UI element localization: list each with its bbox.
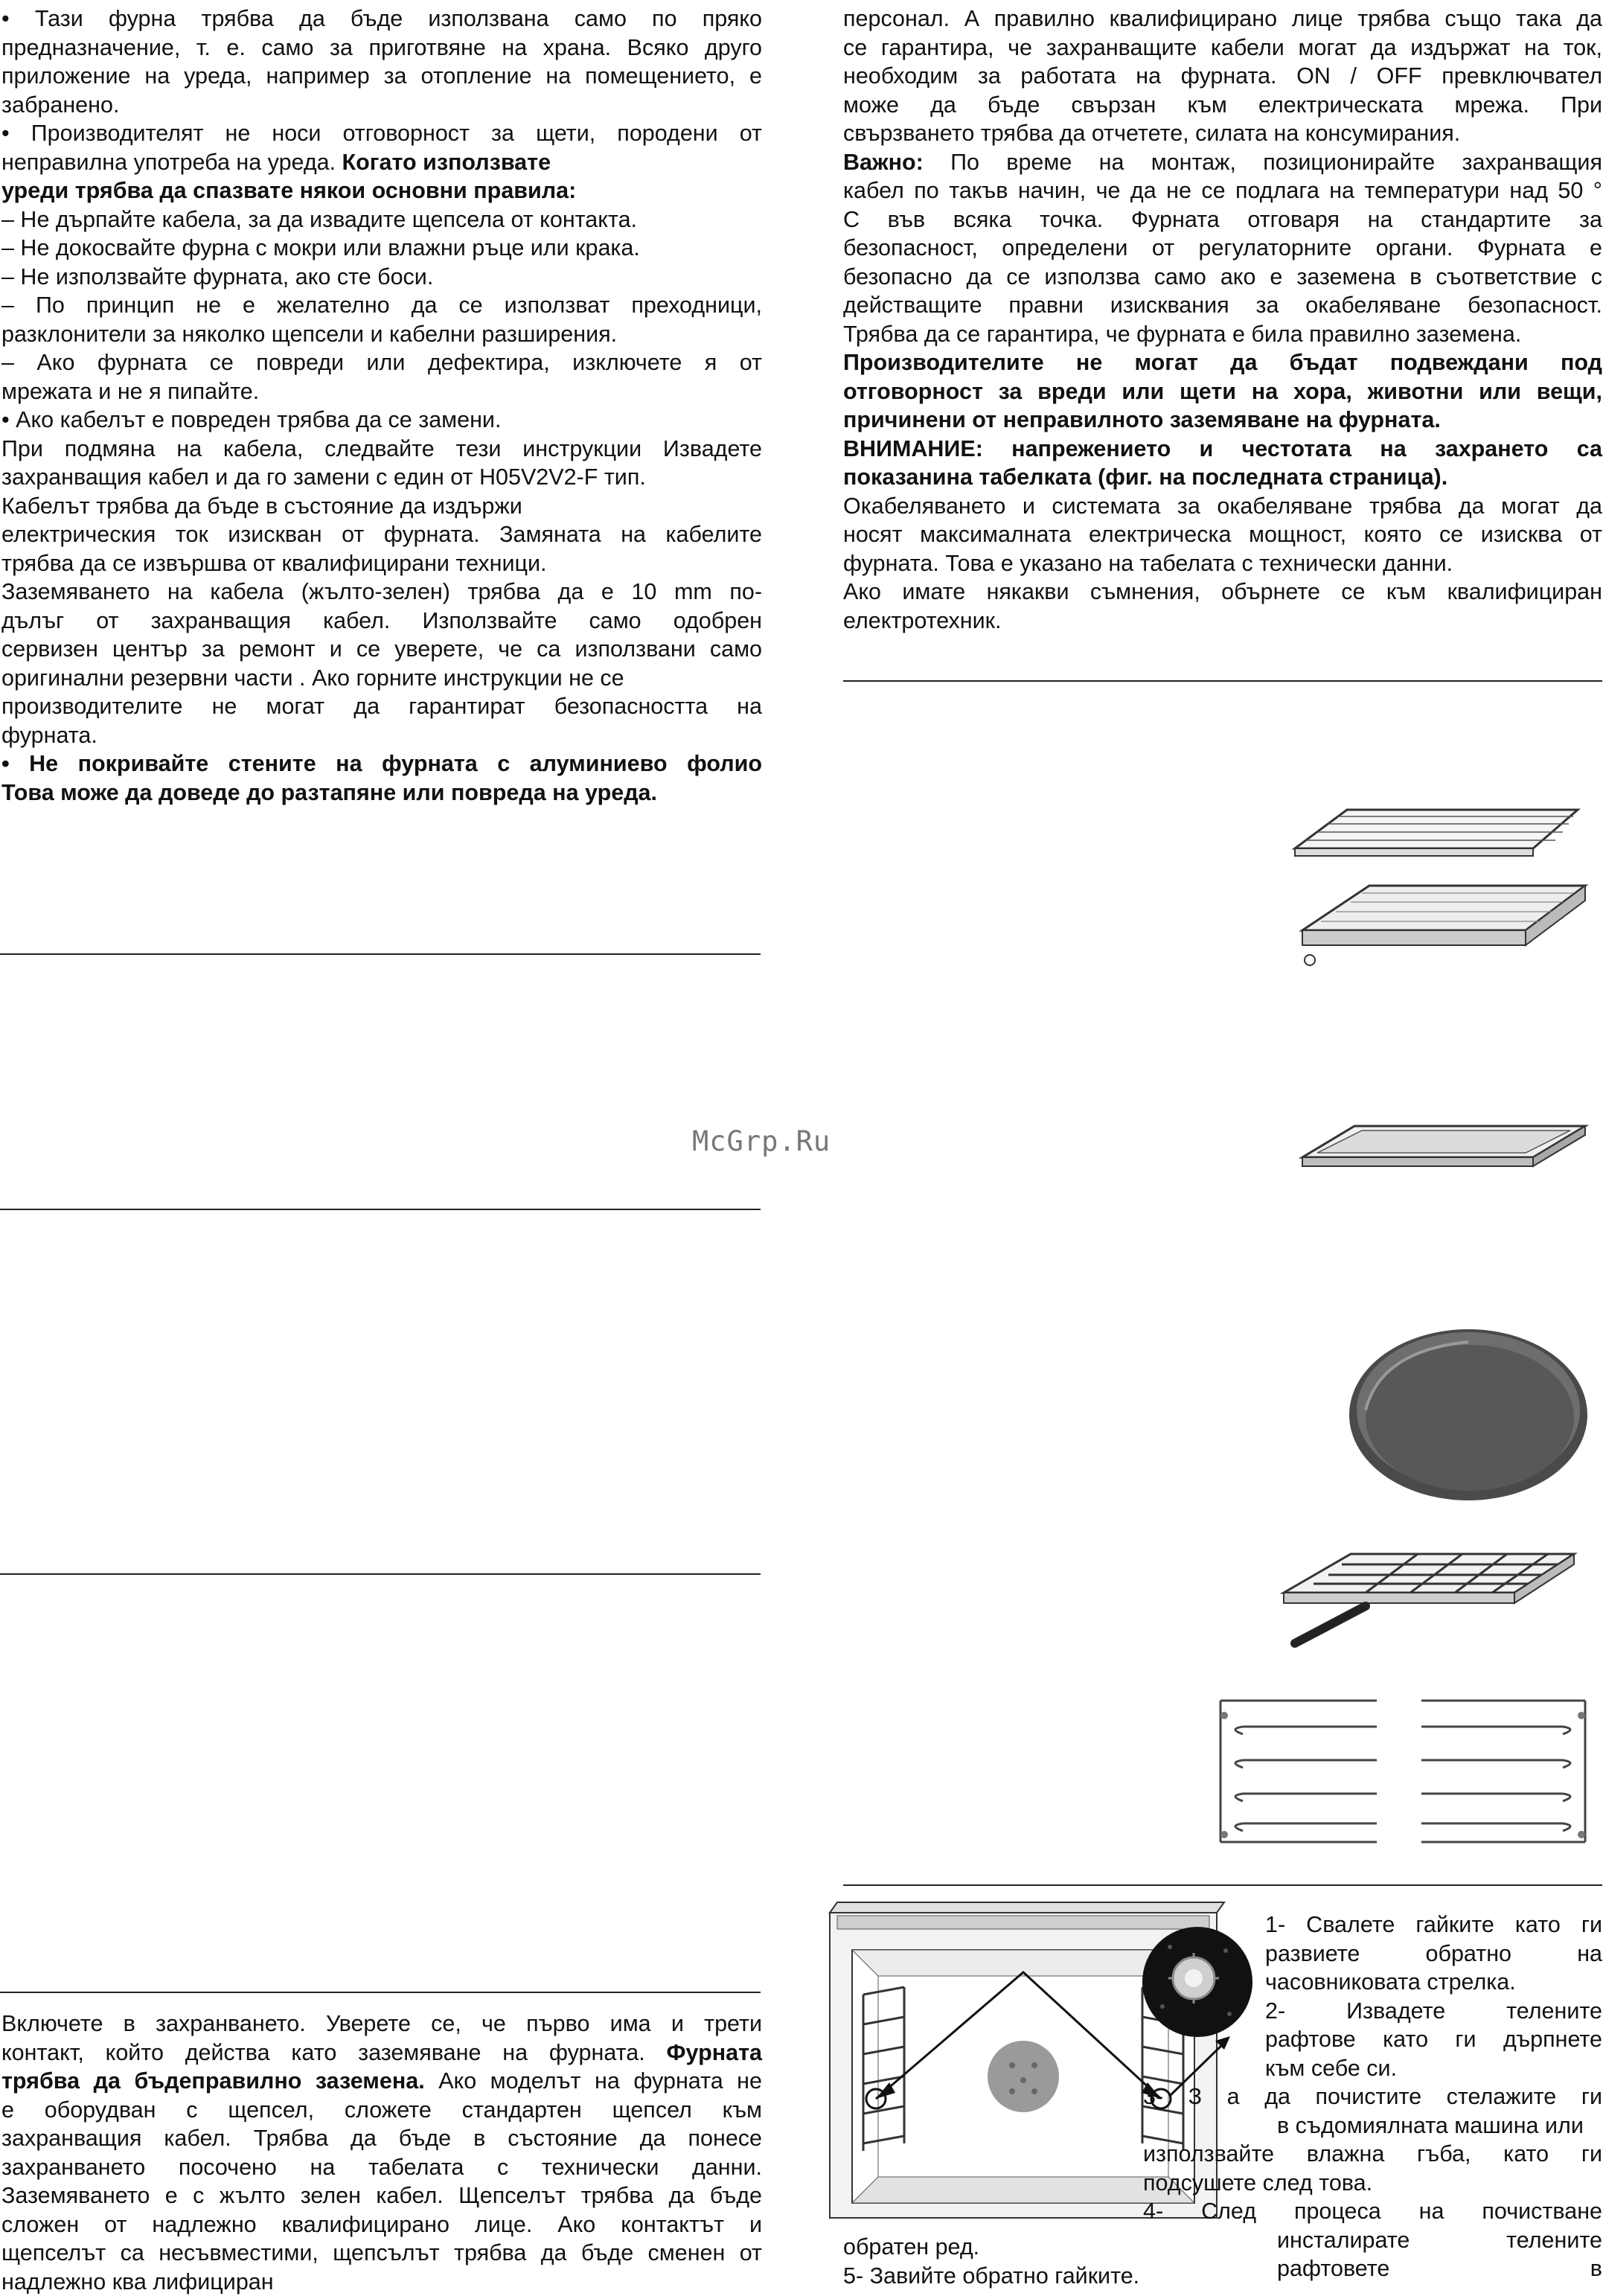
text-line — [1, 721, 762, 750]
text-line — [1, 4, 762, 33]
divider — [0, 953, 761, 955]
text-line — [1, 692, 762, 721]
text-run: в съдомиялната машина или — [1277, 2113, 1584, 2138]
text-run: • Ако кабелът е повреден трябва да се замени. — [1, 407, 501, 432]
text-run: уреди трябва да спазвате някои основни правила: — [1, 178, 576, 203]
text-run: кабел по такъв начин, че да не се подлага на температури над 50 ° — [843, 178, 1602, 203]
text-line — [1, 492, 762, 521]
cleaning-steps-end — [843, 2233, 1602, 2290]
text-line — [1, 749, 762, 778]
text-line — [843, 91, 1602, 120]
text-run: Ако имате някакви съмнения, обърнете се към квалифициран — [843, 579, 1602, 604]
text-run: 2- Извадете телените — [1265, 1998, 1602, 2024]
text-line — [1, 664, 762, 693]
text-run: фурната. Това е указано на табелата с технически данни. — [843, 551, 1453, 576]
text-line — [1, 348, 762, 377]
text-line — [1, 119, 762, 148]
text-run: надлежно ква лифициран — [1, 2269, 274, 2295]
text-line — [843, 320, 1602, 349]
text-run: мрежата и не я пипайте. — [1, 379, 259, 404]
text-run: производителите не могат да гарантират безопасността на — [1, 694, 762, 719]
text-run: отговорност за вреди или щети на хора, животни или вещи, — [843, 379, 1602, 404]
text-run: инсталирате телените рафтовете в — [1277, 2228, 1602, 2282]
left-column-bottom — [1, 2009, 762, 2296]
text-line — [1143, 2140, 1602, 2169]
text-line — [1, 2239, 762, 2268]
shallow-tray-illustration — [1287, 1120, 1600, 1187]
text-run: фурната. — [1, 723, 97, 748]
text-run: 4- След процеса на почистване — [1143, 2199, 1602, 2224]
text-line — [1265, 2054, 1602, 2083]
text-line — [1, 635, 762, 664]
text-line — [843, 578, 1602, 607]
text-run: захранващия кабел. Трябва да бъде в състояние да понесе — [1, 2126, 762, 2151]
text-run: • Не покривайте стените на фурната с алуминиево фолио — [1, 751, 762, 776]
text-run: захранването посочено на табелата с технически данни. — [1, 2155, 762, 2180]
text-run: обратен ред. — [843, 2234, 979, 2260]
text-line — [1, 205, 762, 234]
text-line — [1, 549, 762, 578]
text-line — [843, 119, 1602, 148]
text-line — [1, 263, 762, 292]
text-run: Трябва да се гарантира, че фурната е била правилно заземена. — [843, 322, 1521, 347]
text-line — [1, 2181, 762, 2210]
text-line — [1, 291, 762, 320]
grill-rack-illustration — [1269, 1548, 1596, 1682]
nut-closeup-illustration — [1140, 1925, 1255, 2040]
text-run: 3- З а да почистите стелажите ги — [1143, 2084, 1602, 2109]
text-line — [1, 607, 762, 636]
text-line — [843, 435, 1602, 464]
text-run: електрическия ток изискван от фурната. Замяната на кабелите — [1, 522, 762, 547]
text-line — [1, 778, 762, 808]
text-line — [843, 205, 1602, 234]
text-run: оригинални резервни части . Ако горните инструкции не се — [1, 665, 624, 691]
text-line — [1, 406, 762, 435]
text-line — [1, 234, 762, 263]
text-run: Окабеляването и системата за окабеляване трябва да могат да — [843, 493, 1602, 519]
left-column-top — [1, 4, 762, 807]
text-line — [1265, 1997, 1602, 2026]
text-run: разклонители за няколко щепсели и кабелни разширения. — [1, 322, 617, 347]
text-run: Заземяването на кабела (жълто-зелен) трябва да е 10 mm по- — [1, 579, 762, 604]
text-line — [1, 463, 762, 492]
text-run: – Не използвайте фурната, ако сте боси. — [1, 264, 433, 290]
text-line — [843, 263, 1602, 292]
text-line — [1, 2009, 762, 2038]
text-line — [1265, 1968, 1602, 1997]
text-run: Важно: — [843, 150, 924, 175]
text-line — [1, 2096, 762, 2125]
baking-tray-illustration — [1287, 878, 1600, 975]
divider — [0, 1573, 761, 1575]
text-line — [843, 463, 1602, 492]
text-line — [843, 234, 1602, 263]
text-line — [1265, 2025, 1602, 2054]
text-line — [843, 2262, 1602, 2291]
text-run: С във всяка точка. Фурната отговаря на стандартите за — [843, 207, 1602, 232]
text-run: безопасност, определени от регулаторните органи. Фурната е — [843, 235, 1602, 260]
text-run-bold: Фурната — [666, 2040, 762, 2065]
text-run: сервизен център за ремонт и се уверете, че са използвани само — [1, 636, 762, 662]
text-line — [1, 520, 762, 549]
text-run: контакт, който действа като заземяване на фурната. — [1, 2040, 666, 2065]
text-run: действащите правни изисквания за окабеляване безопасност. — [843, 292, 1602, 318]
text-run: трябва да бъдеправилно заземена. — [1, 2068, 425, 2094]
text-line — [843, 148, 1602, 177]
text-run: към себе си. — [1265, 2056, 1397, 2081]
text-run: сложен от надлежно квалифицирано лице. Ако контактът и — [1, 2212, 762, 2237]
text-line — [1, 148, 762, 177]
text-line — [1143, 2082, 1602, 2111]
text-line — [843, 62, 1602, 91]
text-line — [1, 176, 762, 205]
text-run-bold: Когато използвате — [342, 150, 551, 175]
text-run: неправилна употреба на уреда. — [1, 150, 342, 175]
pizza-pan-illustration — [1336, 1321, 1596, 1515]
text-run: може да бъде свързан към електрическата мрежа. При — [843, 92, 1602, 118]
text-line — [1, 2124, 762, 2153]
wire-shelf-illustration — [1265, 804, 1593, 886]
divider — [843, 680, 1602, 682]
text-line — [1, 62, 762, 91]
divider — [0, 1992, 761, 1993]
text-line — [843, 406, 1602, 435]
text-line — [843, 492, 1602, 521]
text-run: предназначение, т. е. само за приготвяне на храна. Всяко друго — [1, 35, 762, 60]
text-line — [1, 435, 762, 464]
text-run: Кабелът трябва да бъде в състояние да издържи — [1, 493, 522, 519]
text-run: дълъг от захранващия кабел. Използвайте само одобрен — [1, 608, 762, 633]
text-line — [843, 607, 1602, 636]
divider — [843, 1884, 1602, 1886]
text-line — [843, 520, 1602, 549]
text-run: забранено. — [1, 92, 119, 118]
text-run: часовниковата стрелка. — [1265, 1969, 1516, 1995]
text-run: • Тази фурна трябва да бъде използвана само по пряко — [1, 6, 762, 31]
text-line — [1265, 1910, 1602, 1940]
text-run: свързването трябва да отчетете, силата на консумирания. — [843, 121, 1460, 146]
text-run: необходим за работата на фурната. ON / OFF превключвател — [843, 63, 1602, 89]
text-line — [843, 348, 1602, 377]
text-run: причинени от неправилното заземяване на фурната. — [843, 407, 1441, 432]
text-run: носят максималната електрическа мощност, която се изисква от — [843, 522, 1602, 547]
text-line — [843, 2233, 1602, 2262]
text-run-tail: По време на монтаж, позиционирайте захранващия — [924, 150, 1602, 175]
text-line — [843, 549, 1602, 578]
text-line — [1143, 2169, 1602, 2198]
text-line — [843, 176, 1602, 205]
text-line — [1143, 2197, 1602, 2226]
text-run: приложение на уреда, например за отопление на помещението, е — [1, 63, 762, 89]
text-run: Заземяването е с жълто зелен кабел. Щепселът трябва да бъде — [1, 2183, 762, 2208]
text-run: • Производителят не носи отговорност за щети, породени от — [1, 121, 762, 146]
text-run: – Не докосвайте фурна с мокри или влажни ръце или крака. — [1, 235, 640, 260]
text-run: Включете в захранването. Уверете се, че първо има и трети — [1, 2011, 762, 2036]
text-line — [1265, 1940, 1602, 1969]
text-line — [1, 91, 762, 120]
text-run: Това може да доведе до разтапяне или повреда на уреда. — [1, 780, 657, 805]
text-run: персонал. А правилно квалифицирано лице трябва също така да — [843, 6, 1602, 31]
divider — [0, 1209, 761, 1210]
text-line — [1, 2067, 762, 2096]
text-run: захранващия кабел и да го замени с един от H05V2V2-F тип. — [1, 464, 646, 490]
text-run: се гарантира, че захранващите кабели могат да издържат на ток, — [843, 35, 1602, 60]
text-run: – Не дърпайте кабела, за да извадите щепсела от контакта. — [1, 207, 637, 232]
text-run: – По принцип не е желателно да се използват преходници, — [1, 292, 762, 318]
text-run: трябва да се извършва от квалифицирани техници. — [1, 551, 546, 576]
text-line — [1, 33, 762, 63]
text-line — [1, 2038, 762, 2068]
text-run: 5- Завийте обратно гайките. — [843, 2263, 1139, 2289]
text-run: Производителите не могат да бъдат подвеждани под — [843, 350, 1602, 375]
text-line — [1143, 2111, 1602, 2140]
text-run: показанина табелката (фиг. на последната страница). — [843, 464, 1447, 490]
text-run: – Ако фурната се повреди или дефектира, изключете я от — [1, 350, 762, 375]
text-run-tail: Ако моделът на фурната не — [425, 2068, 762, 2094]
text-run: рафтове като ги дърпнете — [1265, 2027, 1602, 2052]
text-run: щепселът са несъвместими, щепсълът трябва да бъде сменен от — [1, 2240, 762, 2265]
right-column-top — [843, 4, 1602, 635]
text-line — [1, 2210, 762, 2239]
text-run: безопасно да се използва само ако е заземена в съответствие с — [843, 264, 1602, 290]
text-line — [1, 578, 762, 607]
text-run: използвайте влажна гъба, като ги — [1143, 2141, 1602, 2167]
text-run: ВНИМАНИЕ: напрежението и честотата на захрането са — [843, 436, 1602, 461]
text-line — [1, 377, 762, 406]
side-racks-illustration — [1213, 1693, 1600, 1857]
text-run: електротехник. — [843, 608, 1002, 633]
cleaning-steps-narrow — [1265, 1910, 1602, 2082]
text-line — [1, 320, 762, 349]
text-line — [843, 377, 1602, 406]
text-line — [843, 33, 1602, 63]
text-line — [1, 2268, 762, 2296]
text-run: 1- Свалете гайките като ги — [1265, 1912, 1602, 1937]
text-run: развиете обратно на — [1265, 1941, 1602, 1966]
text-run: е оборудван с щепсел, сложете стандартен щепсел към — [1, 2097, 762, 2123]
text-run: подсушете след това. — [1143, 2170, 1372, 2196]
text-line — [843, 291, 1602, 320]
text-line — [843, 4, 1602, 33]
watermark: McGrp.Ru — [692, 1125, 831, 1157]
text-run: При подмяна на кабела, следвайте тези инструкции Извадете — [1, 436, 762, 461]
text-line — [1, 2153, 762, 2182]
